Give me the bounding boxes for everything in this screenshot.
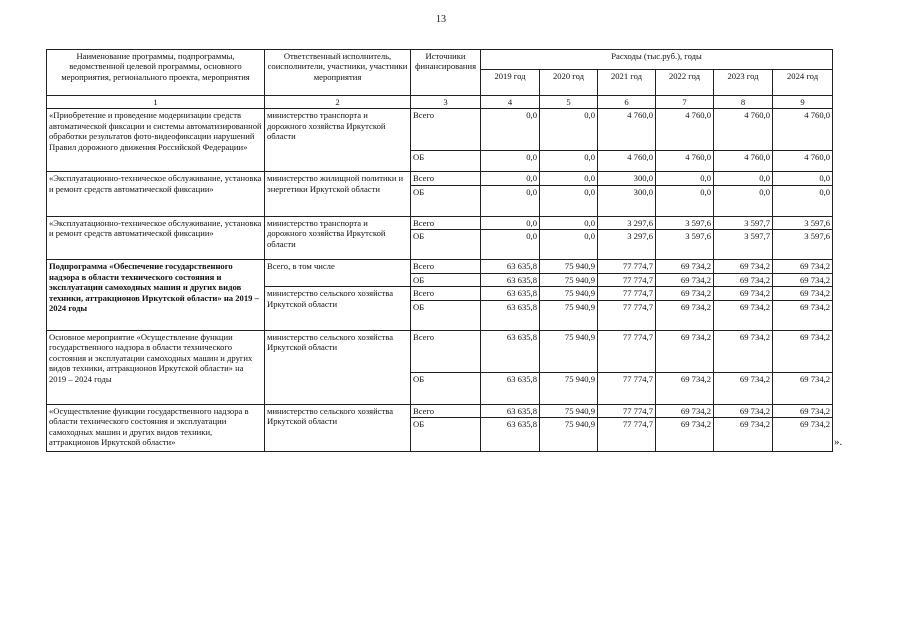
value-cell: 77 774,7 bbox=[598, 300, 656, 330]
table-row bbox=[47, 330, 833, 372]
value-cell: 69 734,2 bbox=[714, 418, 773, 452]
column-number: 2 bbox=[265, 96, 411, 109]
value-cell: 69 734,2 bbox=[773, 330, 833, 372]
value-cell: 4 760,0 bbox=[714, 109, 773, 151]
value-cell: 4 760,0 bbox=[656, 151, 714, 172]
value-cell: 75 940,9 bbox=[540, 287, 598, 300]
value-cell: 69 734,2 bbox=[656, 372, 714, 404]
table-row bbox=[47, 216, 833, 229]
value-cell: 3 597,7 bbox=[714, 216, 773, 229]
activity-name: «Осуществление функции государственного надзора в области технического состояния и эксплуатации самоходных машин и других видов техники, аттракционов Иркутской области» bbox=[47, 404, 265, 451]
value-cell: 0,0 bbox=[481, 172, 540, 185]
table-row bbox=[47, 404, 833, 417]
header-year: 2021 год bbox=[598, 70, 656, 96]
value-cell: 75 940,9 bbox=[540, 300, 598, 330]
column-number: 4 bbox=[481, 96, 540, 109]
value-cell: 0,0 bbox=[656, 185, 714, 216]
activity-executor: Всего, в том числе bbox=[265, 260, 411, 287]
value-cell: 63 635,8 bbox=[481, 372, 540, 404]
value-cell: 69 734,2 bbox=[773, 418, 833, 452]
table-row bbox=[47, 260, 833, 273]
funding-source: ОБ bbox=[411, 230, 481, 260]
value-cell: 0,0 bbox=[540, 151, 598, 172]
value-cell: 69 734,2 bbox=[773, 287, 833, 300]
funding-source: ОБ bbox=[411, 372, 481, 404]
value-cell: 75 940,9 bbox=[540, 273, 598, 286]
value-cell: 0,0 bbox=[656, 172, 714, 185]
value-cell: 0,0 bbox=[481, 109, 540, 151]
header-program-name: Наименование программы, подпрограммы, ведомственной целевой программы, основного мероприятия, регионального проекта, мероприятия bbox=[47, 50, 265, 96]
value-cell: 4 760,0 bbox=[656, 109, 714, 151]
funding-source: ОБ bbox=[411, 185, 481, 216]
value-cell: 3 297,6 bbox=[598, 216, 656, 229]
funding-source: Всего bbox=[411, 172, 481, 185]
value-cell: 0,0 bbox=[481, 151, 540, 172]
value-cell: 0,0 bbox=[714, 185, 773, 216]
value-cell: 75 940,9 bbox=[540, 372, 598, 404]
value-cell: 77 774,7 bbox=[598, 273, 656, 286]
header-year: 2019 год bbox=[481, 70, 540, 96]
activity-executor: министерство сельского хозяйства Иркутской области bbox=[265, 330, 411, 404]
activity-executor: министерство транспорта и дорожного хозяйства Иркутской области bbox=[265, 109, 411, 172]
column-number: 5 bbox=[540, 96, 598, 109]
subprogram-name: Подпрограмма «Обеспечение государственного надзора в области технического состояния и эксплуатации самоходных машин и других видов техники, аттракционов Иркутской области» на 2019 – 2024 годы bbox=[47, 260, 265, 330]
header-year: 2020 год bbox=[540, 70, 598, 96]
table-row bbox=[47, 109, 833, 151]
value-cell: 69 734,2 bbox=[714, 404, 773, 417]
value-cell: 77 774,7 bbox=[598, 418, 656, 452]
activity-executor: министерство транспорта и дорожного хозяйства Иркутской области bbox=[265, 216, 411, 259]
value-cell: 69 734,2 bbox=[656, 330, 714, 372]
value-cell: 69 734,2 bbox=[656, 287, 714, 300]
value-cell: 3 597,6 bbox=[656, 230, 714, 260]
table-header bbox=[47, 50, 833, 109]
funding-source: Всего bbox=[411, 330, 481, 372]
value-cell: 69 734,2 bbox=[714, 287, 773, 300]
value-cell: 0,0 bbox=[540, 230, 598, 260]
value-cell: 63 635,8 bbox=[481, 300, 540, 330]
value-cell: 69 734,2 bbox=[656, 300, 714, 330]
activity-name: Основное мероприятие «Осуществление функции государственного надзора в области технического состояния и эксплуатации самоходных машин и других видов техники, аттракционов Иркутской области» на 2019 – 2024 годы bbox=[47, 330, 265, 404]
activity-executor: министерство сельского хозяйства Иркутской области bbox=[265, 287, 411, 330]
table-row bbox=[47, 172, 833, 185]
value-cell: 75 940,9 bbox=[540, 418, 598, 452]
activity-executor: министерство жилищной политики и энергетики Иркутской области bbox=[265, 172, 411, 216]
value-cell: 69 734,2 bbox=[773, 404, 833, 417]
value-cell: 63 635,8 bbox=[481, 287, 540, 300]
value-cell: 69 734,2 bbox=[656, 418, 714, 452]
value-cell: 0,0 bbox=[773, 185, 833, 216]
value-cell: 69 734,2 bbox=[773, 372, 833, 404]
column-numbers-row bbox=[47, 96, 833, 109]
activity-executor: министерство сельского хозяйства Иркутской области bbox=[265, 404, 411, 451]
funding-source: ОБ bbox=[411, 300, 481, 330]
column-number: 6 bbox=[598, 96, 656, 109]
funding-source: ОБ bbox=[411, 151, 481, 172]
value-cell: 63 635,8 bbox=[481, 330, 540, 372]
header-year: 2022 год bbox=[656, 70, 714, 96]
value-cell: 69 734,2 bbox=[773, 273, 833, 286]
value-cell: 3 297,6 bbox=[598, 230, 656, 260]
column-number: 7 bbox=[656, 96, 714, 109]
page-number: 13 bbox=[436, 14, 446, 25]
column-number: 8 bbox=[714, 96, 773, 109]
value-cell: 300,0 bbox=[598, 172, 656, 185]
value-cell: 69 734,2 bbox=[714, 260, 773, 273]
column-number: 9 bbox=[773, 96, 833, 109]
value-cell: 4 760,0 bbox=[598, 151, 656, 172]
activity-name: «Эксплуатационно-техническое обслуживание, установка и ремонт средств автоматической фиксации» bbox=[47, 172, 265, 216]
value-cell: 69 734,2 bbox=[714, 273, 773, 286]
value-cell: 69 734,2 bbox=[773, 300, 833, 330]
value-cell: 0,0 bbox=[714, 172, 773, 185]
value-cell: 63 635,8 bbox=[481, 260, 540, 273]
value-cell: 63 635,8 bbox=[481, 273, 540, 286]
column-number: 1 bbox=[47, 96, 265, 109]
value-cell: 63 635,8 bbox=[481, 418, 540, 452]
value-cell: 77 774,7 bbox=[598, 260, 656, 273]
value-cell: 77 774,7 bbox=[598, 287, 656, 300]
value-cell: 0,0 bbox=[481, 230, 540, 260]
value-cell: 0,0 bbox=[481, 185, 540, 216]
funding-source: ОБ bbox=[411, 418, 481, 452]
value-cell: 77 774,7 bbox=[598, 404, 656, 417]
funding-source: Всего bbox=[411, 260, 481, 273]
value-cell: 0,0 bbox=[773, 172, 833, 185]
activity-name: «Эксплуатационно-техническое обслуживание, установка и ремонт средств автоматической фиксации» bbox=[47, 216, 265, 259]
value-cell: 69 734,2 bbox=[714, 330, 773, 372]
value-cell: 75 940,9 bbox=[540, 404, 598, 417]
value-cell: 4 760,0 bbox=[598, 109, 656, 151]
value-cell: 63 635,8 bbox=[481, 404, 540, 417]
value-cell: 0,0 bbox=[540, 185, 598, 216]
value-cell: 3 597,7 bbox=[714, 230, 773, 260]
value-cell: 75 940,9 bbox=[540, 260, 598, 273]
value-cell: 69 734,2 bbox=[714, 300, 773, 330]
value-cell: 4 760,0 bbox=[714, 151, 773, 172]
value-cell: 69 734,2 bbox=[656, 273, 714, 286]
funding-source: Всего bbox=[411, 287, 481, 300]
value-cell: 69 734,2 bbox=[656, 404, 714, 417]
header-executor: Ответственный исполнитель, соисполнители, участники, участники мероприятия bbox=[265, 50, 411, 96]
activity-name: «Приобретение и проведение модернизации средств автоматической фиксации и системы автоматизированной обработки результатов фото-видеофиксации нарушений Правил дорожного движения Российской Федерации» bbox=[47, 109, 265, 172]
header-expenses: Расходы (тыс.руб.), годы bbox=[481, 50, 833, 70]
header-year: 2024 год bbox=[773, 70, 833, 96]
value-cell: 3 597,6 bbox=[656, 216, 714, 229]
closing-quote-mark: ». bbox=[834, 436, 843, 448]
funding-source: Всего bbox=[411, 109, 481, 151]
value-cell: 75 940,9 bbox=[540, 330, 598, 372]
column-number: 3 bbox=[411, 96, 481, 109]
value-cell: 77 774,7 bbox=[598, 330, 656, 372]
header-year: 2023 год bbox=[714, 70, 773, 96]
value-cell: 3 597,6 bbox=[773, 230, 833, 260]
header-sources: Источники финансирования bbox=[411, 50, 481, 96]
budget-table bbox=[46, 49, 833, 452]
value-cell: 300,0 bbox=[598, 185, 656, 216]
funding-source: Всего bbox=[411, 404, 481, 417]
value-cell: 4 760,0 bbox=[773, 151, 833, 172]
value-cell: 0,0 bbox=[540, 109, 598, 151]
value-cell: 0,0 bbox=[540, 172, 598, 185]
funding-source: Всего bbox=[411, 216, 481, 229]
value-cell: 4 760,0 bbox=[773, 109, 833, 151]
value-cell: 3 597,6 bbox=[773, 216, 833, 229]
value-cell: 69 734,2 bbox=[773, 260, 833, 273]
value-cell: 77 774,7 bbox=[598, 372, 656, 404]
value-cell: 0,0 bbox=[540, 216, 598, 229]
funding-source: ОБ bbox=[411, 273, 481, 286]
value-cell: 69 734,2 bbox=[714, 372, 773, 404]
value-cell: 0,0 bbox=[481, 216, 540, 229]
value-cell: 69 734,2 bbox=[656, 260, 714, 273]
